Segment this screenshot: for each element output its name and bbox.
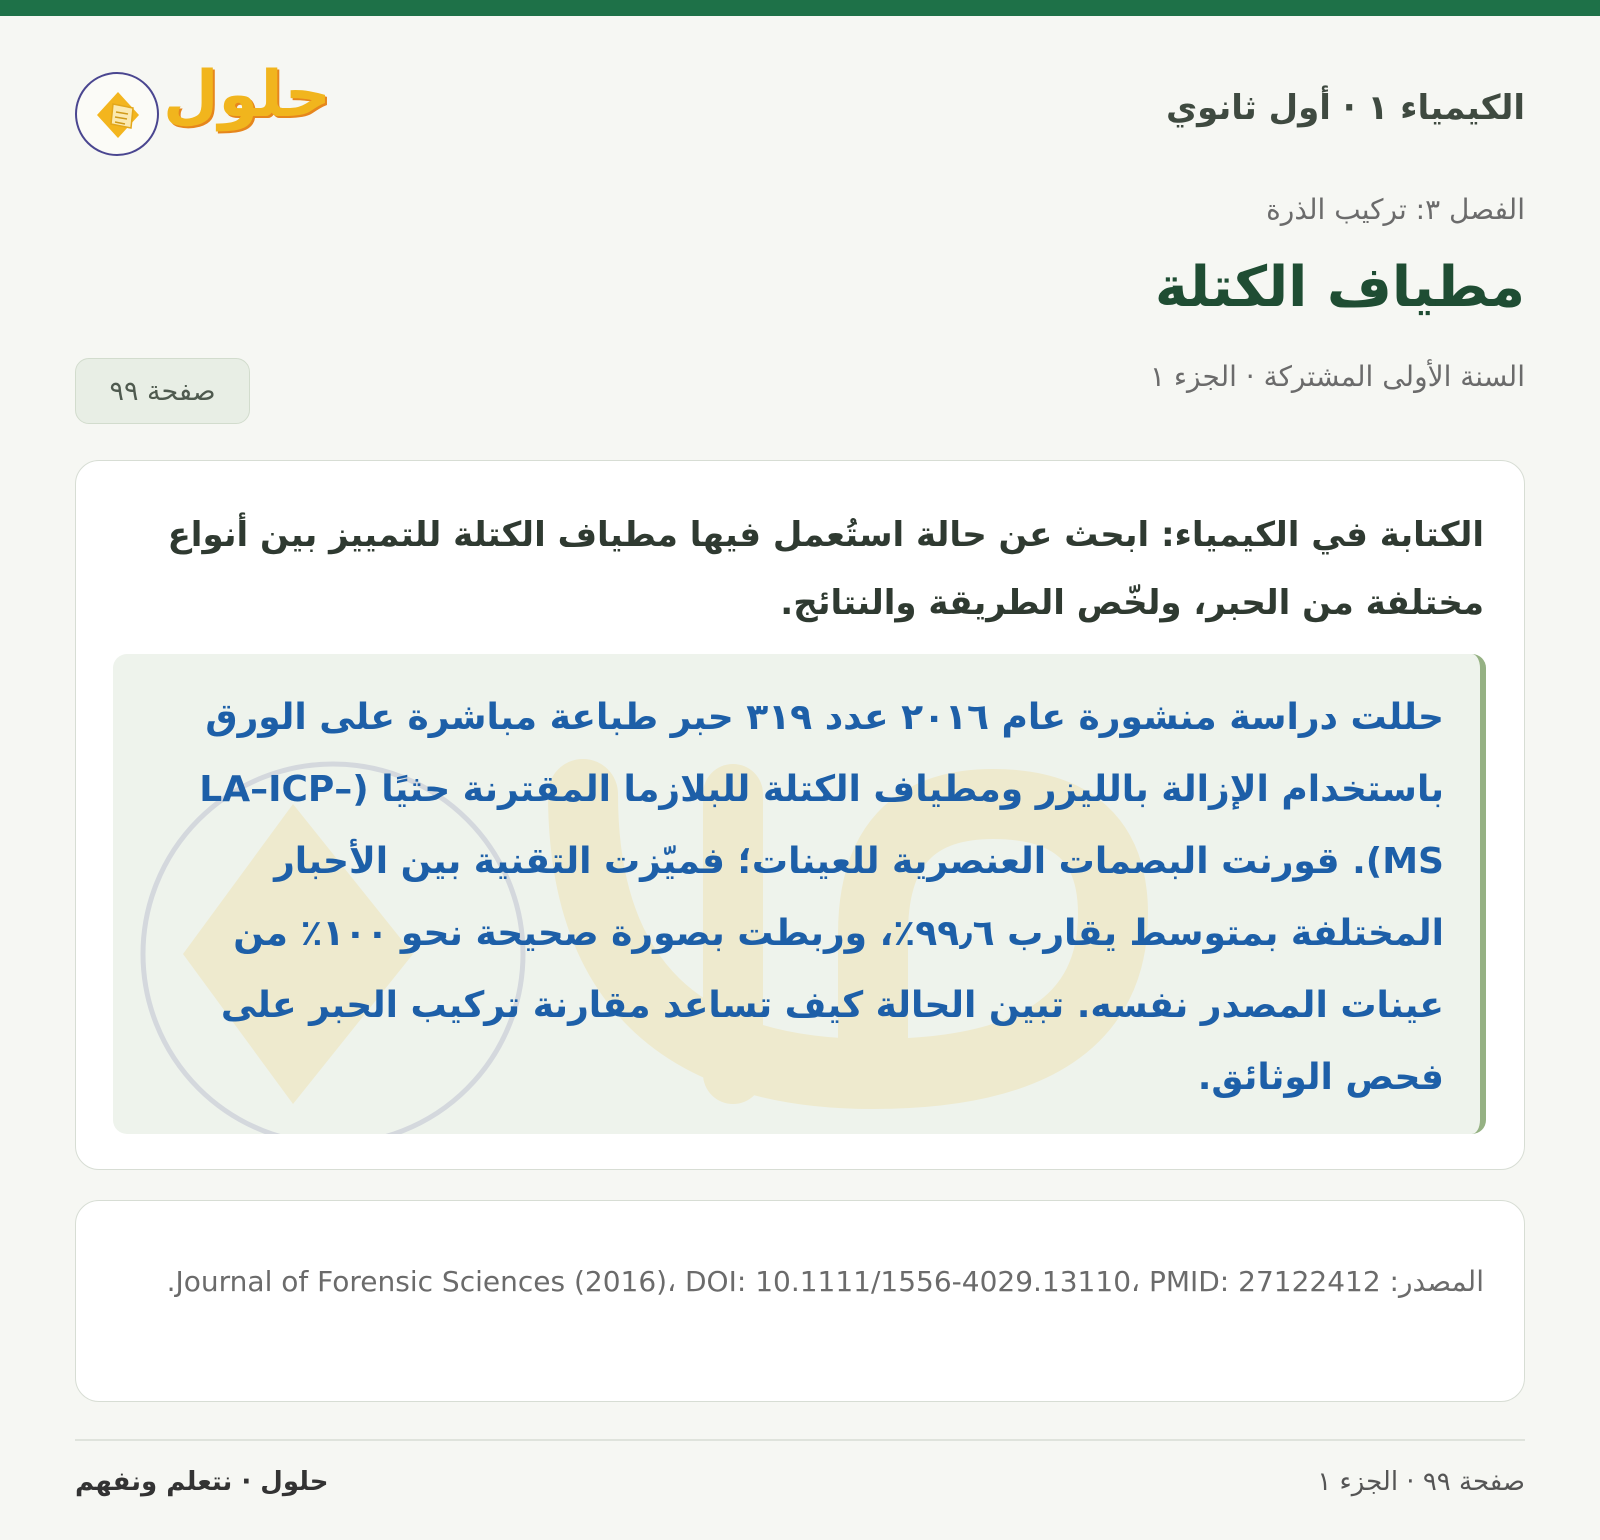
source-card xyxy=(75,1200,1525,1402)
footer-divider xyxy=(75,1439,1525,1441)
footer-brand: حلول · نتعلم ونفهم xyxy=(75,1467,329,1497)
page-title: مطياف الكتلة xyxy=(1154,255,1525,320)
logo-wordmark: حلول xyxy=(163,58,331,132)
footer-page-info: صفحة ٩٩ · الجزء ١ xyxy=(1317,1467,1525,1497)
site-logo[interactable] xyxy=(75,50,335,160)
lesson-meta: السنة الأولى المشتركة · الجزء ١ xyxy=(1149,360,1525,393)
question-text: الكتابة في الكيمياء: ابحث عن حالة استُعمل فيها مطياف الكتلة للتمييز بين أنواع مختلفة من الحبر، ولخّص الطريقة والنتائج. xyxy=(167,515,1484,623)
page-number-badge: صفحة ٩٩ xyxy=(75,358,250,424)
source-citation: المصدر: Journal of Forensic Sciences (2016)، DOI: 10.1111/1556-4029.13110، PMID: 27122412. xyxy=(166,1265,1484,1298)
top-accent-bar xyxy=(0,0,1600,16)
logo-emblem-icon xyxy=(75,72,159,156)
answer-text: حللت دراسة منشورة عام ٢٠١٦ عدد ٣١٩ حبر طباعة مباشرة على الورق باستخدام الإزالة بالليزر ومطياف الكتلة للبلازما المقترنة حثيًا (LA–ICP–MS). قورنت البصمات العنصرية للعينات؛ فميّزت التقنية بين الأحبار المختلفة بمتوسط يقارب ٩٩٫٦٪، وربطت بصورة صحيحة نحو ١٠٠٪ من عينات المصدر نفسه. تبين الحالة كيف تساعد مقارنة تركيب الحبر على فحص الوثائق. xyxy=(199,697,1444,1098)
question-card xyxy=(75,460,1525,1170)
book-icon xyxy=(91,88,145,142)
subject-title: الكيمياء ١ · أول ثانوي xyxy=(1166,88,1525,128)
answer-box xyxy=(113,654,1486,1134)
page-header xyxy=(75,50,1525,160)
chapter-label: الفصل ٣: تركيب الذرة xyxy=(1266,193,1525,226)
